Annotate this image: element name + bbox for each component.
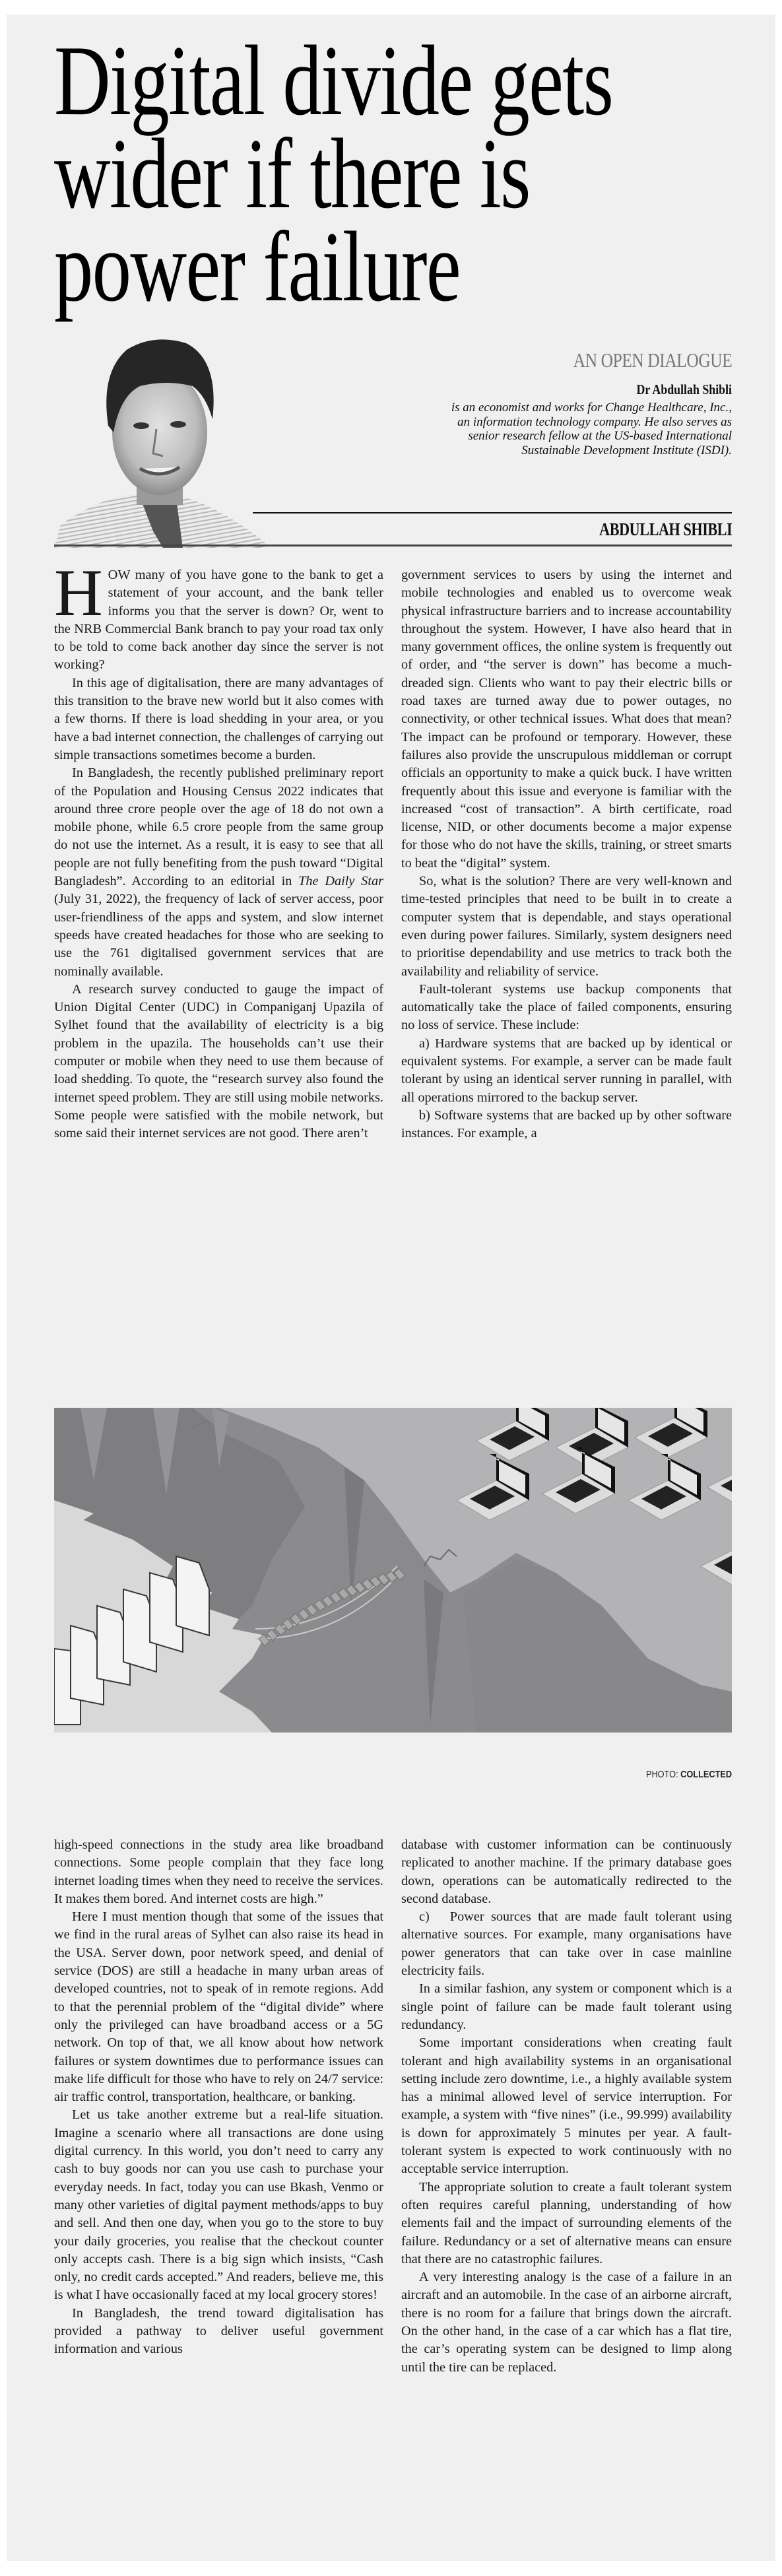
body-column-left-lower [54,1836,383,2359]
body-column-right-lower [401,1836,732,2377]
bio-description: is an economist and works for Change Healthcare, Inc., an information technology company. He also serves as senior research fellow at the US-based International Sustainable Development Institute (ISDI). [451,401,732,457]
byline-rule-bottom [54,545,732,546]
author-byline: ABDULLAH SHIBLI [599,519,732,539]
bio-name: Dr Abdullah Shibli [636,381,732,397]
paragraph: Fault-tolerant systems use backup components that automatically take the place of failed components, ensuring no loss of service. These include: [401,981,732,1033]
body-column-left-upper [54,556,383,1143]
body-column-right-upper [401,566,732,1143]
paragraph: In a similar fashion, any system or component which is a single point of failure can be made fault tolerant using redundancy. [401,1981,732,2032]
publication-name: The Daily Star [298,874,383,889]
paragraph: In this age of digitalisation, there are many advantages of this transition to the brave new world but it also comes with a few thorns. If there is load shedding in your area, or you have a bad internet connection, the challenges of carrying out simple transactions sometimes become a burden. [54,675,383,762]
paragraph: So, what is the solution? There are very well-known and time-tested principles that need to be built in to create a computer system that is dependable, and stays operational even during power failures. Similarly, system designers need to prioritise dependability and use metrics to track both the availability and reliability of service. [401,874,732,979]
paragraph: A research survey conducted to gauge the impact of Union Digital Center (UDC) in Companiganj Upazila of Sylhet found that the availability of electricity is a big problem in the upazila. The households can’t use their computer or mobile when they need to use them because of load shedding. To quote, the “research survey also found the internet speed problem. They are still using mobile networks. Some people were satisfied with the mobile network, but some said their internet services are not good. There aren’t [54,981,383,1141]
photo-credit-source: COLLECTED [680,1769,732,1780]
paragraph: Here I must mention though that some of the issues that we find in the rural areas of Sylhet can also raise its head in the USA. Server down, poor network speed, and denial of service (DOS) are still a headache in many urban areas of developed countries, not to speak of in remote regions. Add to that the perennial problem of the “digital divide” where only the privileged can have broadband access or a 5G network. On top of that, we all know about how network failures or system downtimes due to performance issues can make life difficult for those who have to rely on 24/7 service: air traffic control, transportation, healthcare, or banking. [54,1909,383,2105]
paragraph: Some important considerations when creating fault tolerant and high availability systems in an organisational setting include zero downtime, i.e., a highly available system has a minimal allowed level of service interruption. For example, a system with “five nines” (i.e., 99.999) availability is down for approximately 5 minutes per year. A fault-tolerant system is expected to work continuously with no acceptable service interruption. [401,2035,732,2177]
paragraph: The appropriate solution to create a fault tolerant system often requires careful planning, understanding of how elements fail and the impact of surrounding elements of the failure. Redundancy or a set of alternative means can ensure that there are no catastrophic failures. [401,2179,732,2266]
paragraph: A very interesting analogy is the case of a failure in an aircraft and an automobile. In the case of an airborne aircraft, there is no room for a failure that brings down the aircraft. On the other hand, in the case of a car which has a flat tire, the car’s operating system can be designed to limp along until the tire can be replaced. [401,2270,732,2375]
paragraph: high-speed connections in the study area like broadband connections. Some people complain that they face long internet loading times when they need to receive the services. It makes them bored. And internet costs are high.” [54,1837,383,1906]
byline-rule-top [253,512,732,513]
paragraph: database with customer information can be continuously replicated to another machine. If the primary database goes down, operations can be automatically redirected to the second database. [401,1837,732,1906]
column-label: AN OPEN DIALOGUE [573,348,732,372]
drop-cap: H [54,556,103,630]
photo-credit: PHOTO: COLLECTED [645,1769,732,1780]
paragraph: In Bangladesh, the recently published preliminary report of the Population and Housing Census 2022 indicates that around three crore people over the age of 18 do not own a mobile phone, while 6.5 crore people from the same group do not use the internet. As a result, it is easy to see that all people are not fully benefiting from the push toward “Digital Bangladesh”. According to an editorial in The Daily Star (July 31, 2022), the frequency of lack of server access, poor user-friendliness of the apps and system, and slow internet speeds have created headaches for those who are seeking to use the 761 digitalised government services that are nominally available. [54,766,383,979]
paragraph: In Bangladesh, the trend toward digitalisation has provided a pathway to deliver useful government information and various [54,2305,383,2357]
paragraph: a) Hardware systems that are backed up by identical or equivalent systems. For example, a server can be made fault tolerant by using an identical server running in parallel, with all operations mirrored to the backup server. [401,1036,732,1105]
headline-line-2: wider if there is [54,118,530,229]
paragraph: HOW many of you have gone to the bank to get a statement of your account, and the bank teller informs you that the server is down? Or, went to the NRB Commercial Bank branch to pay your road tax only to be told to come back another day since the server is not working? [54,556,383,673]
headline-line-1: Digital divide gets [54,25,613,136]
author-portrait-icon [54,333,292,548]
paragraph: government services to users by using the internet and mobile technologies and enabled us to overcome weak physical infrastructure barriers and to increase accountability throughout the system. However, I have also heard that in many government offices, the online system is frequently out of order, and “the server is down” has become a much-dreaded sign. Clients who want to pay their electric bills or road taxes are turned away due to power outages, no connectivity, or other technical issues. What does that mean? The impact can be profound or temporary. However, these failures also provide the unscrupulous middleman or corrupt officials an opportunity to make a quick buck. I have written frequently about this issue and everyone is familiar with the increased “cost of transaction”. A birth certificate, road license, NID, or other documents become a major expense for those who do not have the skills, training, or street smarts to beat the “digital” system. [401,568,732,871]
paragraph: Let us take another extreme but a real-life situation. Imagine a scenario where all transactions are done using digital currency. In this world, you don’t need to carry any cash to buy goods nor can you use cash to purchase your everyday needs. In fact, today you can use Bkash, Venmo or many other varieties of digital payment methods/apps to buy and sell. And then one day, when you go to the store to buy your daily groceries, you realise that the checkout counter only accepts cash. There is a big sign which insists, “Cash only, no credit cards accepted.” And readers, believe me, this is what I have occasionally faced at my local grocery stores! [54,2107,383,2303]
headline-line-3: power failure [54,211,461,322]
headline [54,25,613,322]
author-bio [441,381,732,457]
paragraph: b) Software systems that are backed up by other software instances. For example, a [401,1107,732,1141]
paragraph: c) Power sources that are made fault tolerant using alternative sources. For example, many organisations have power generators that can take over in case mainline electricity fails. [401,1909,732,1979]
digital-divide-illustration-icon [54,1408,732,1733]
